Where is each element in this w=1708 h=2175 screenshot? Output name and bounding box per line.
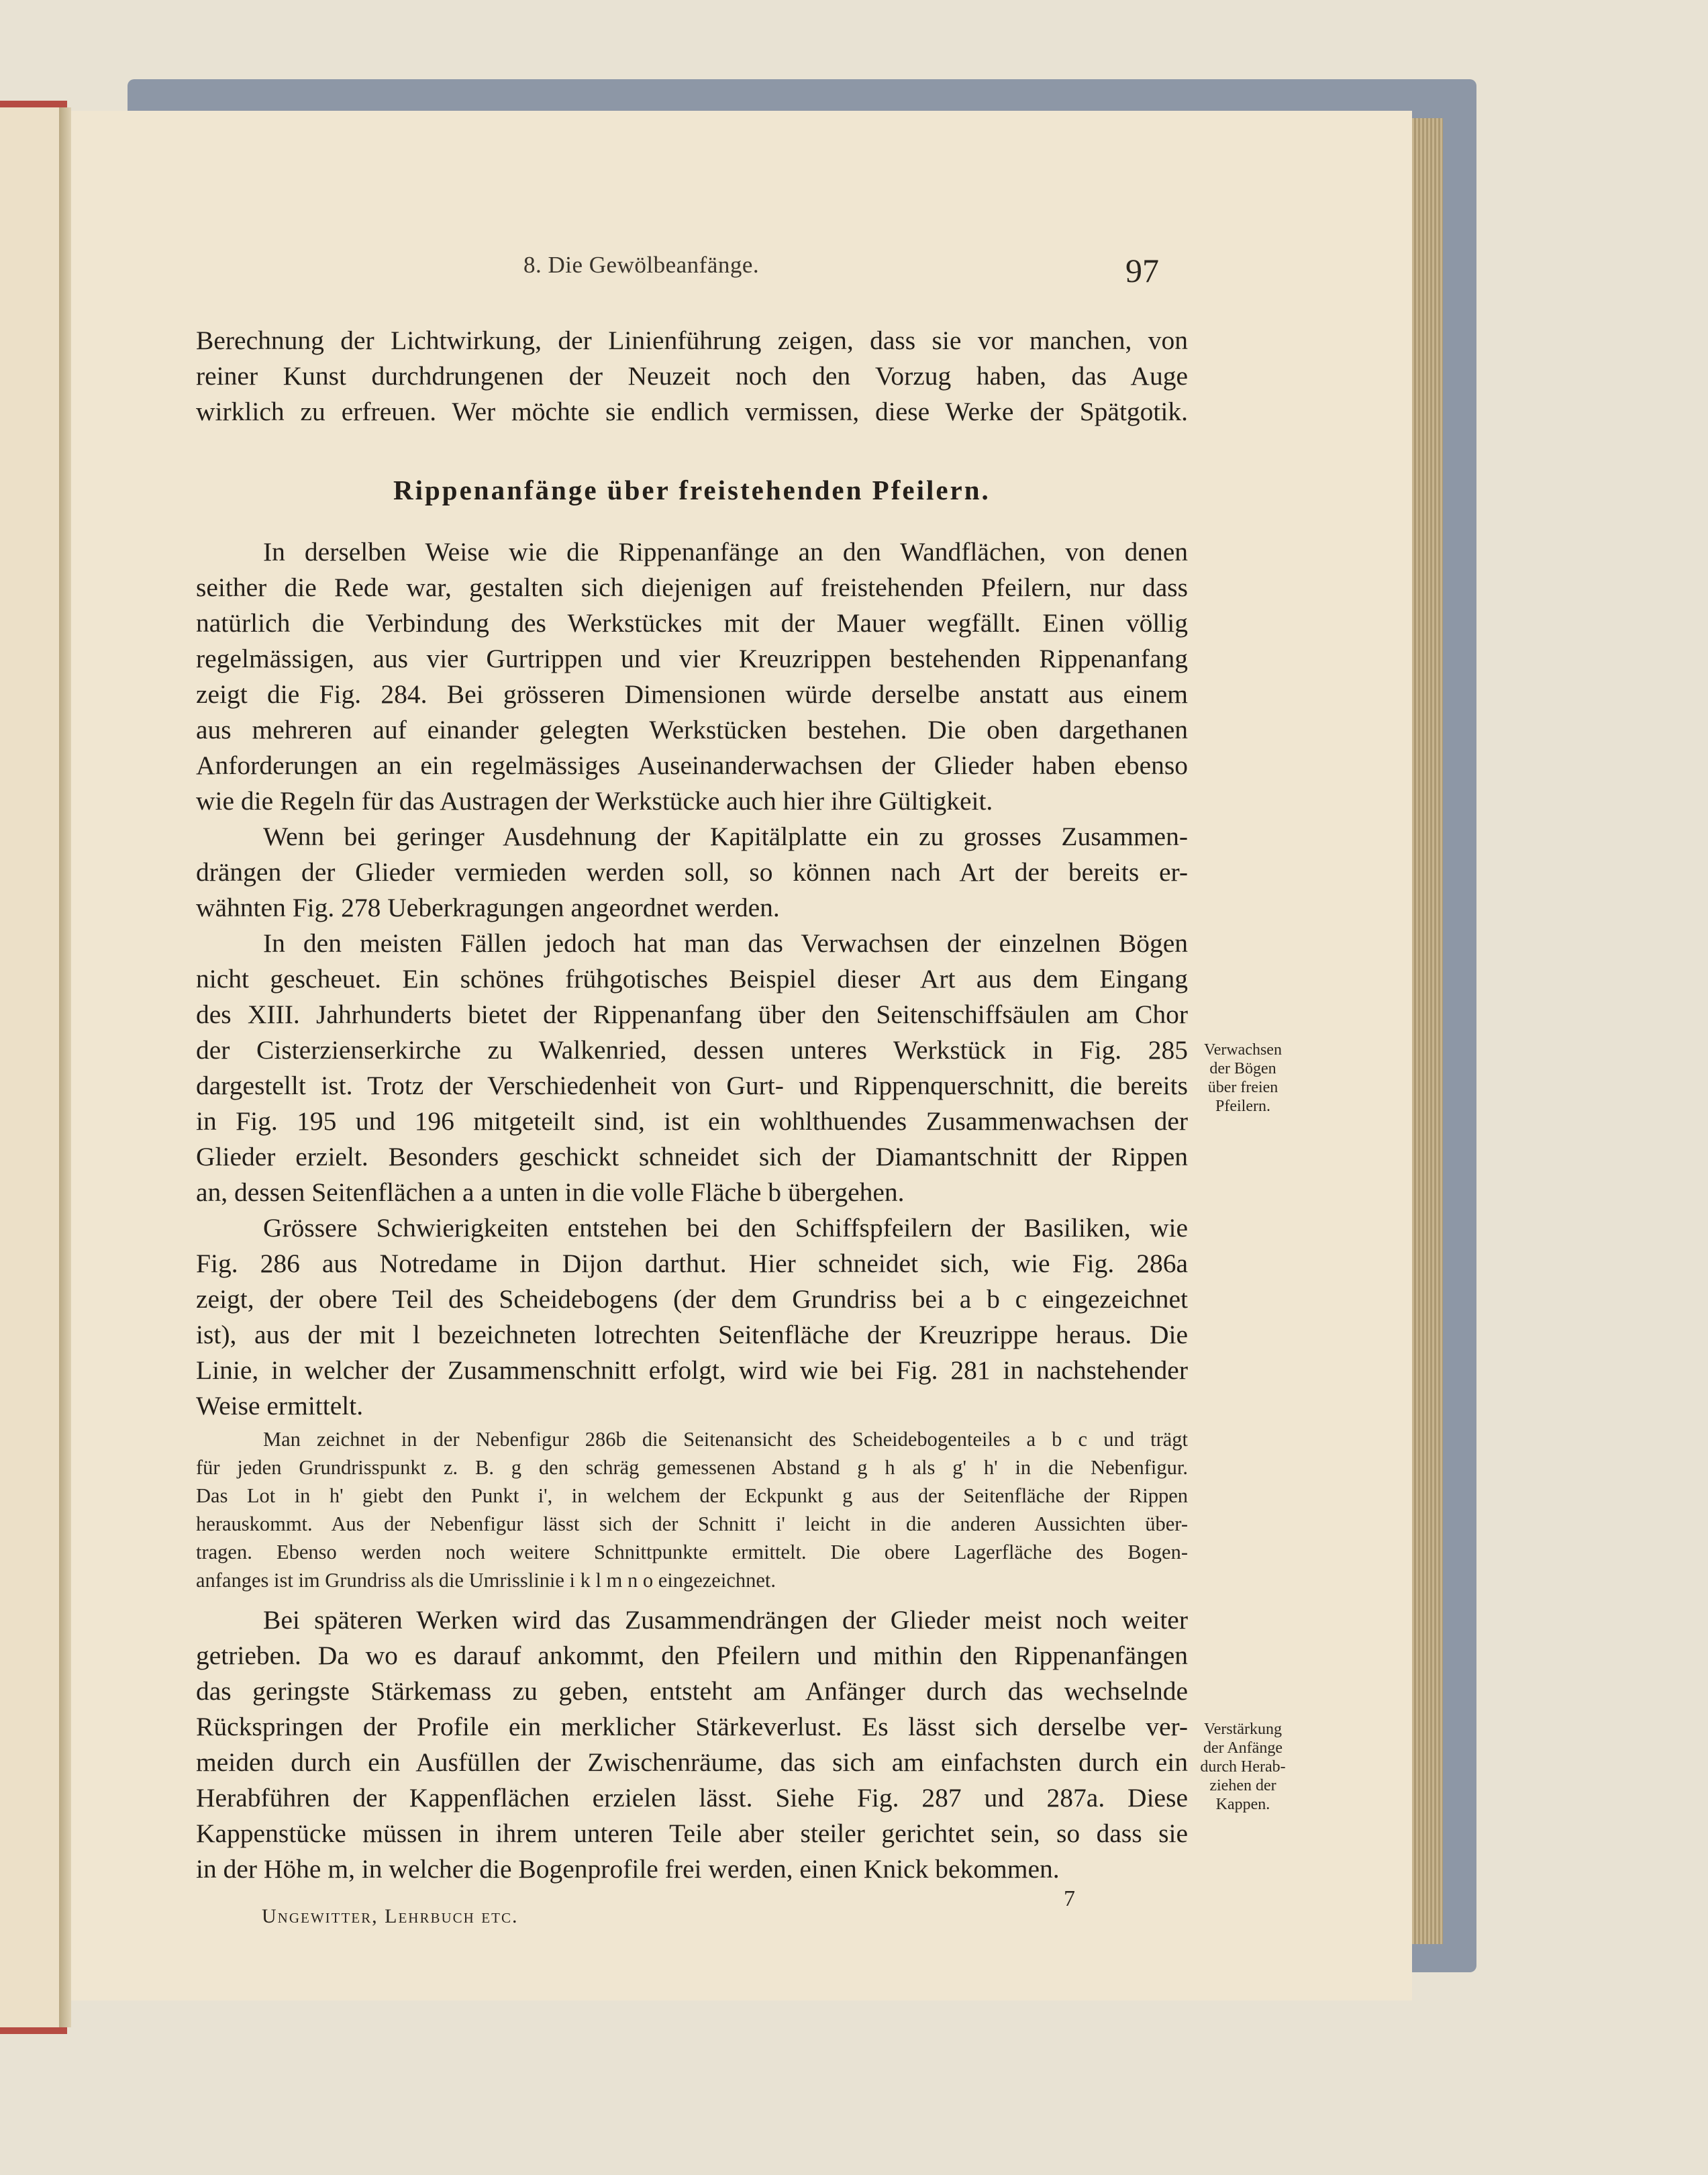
body-line: zeigt, der obere Teil des Scheidebogens (der dem Grundriss bei a b c eingezeichnet	[196, 1284, 1188, 1314]
margin-note-line: der Bögen	[1209, 1060, 1276, 1077]
body-line: zeigt die Fig. 284. Bei grösseren Dimensionen würde derselbe anstatt aus einem	[196, 679, 1188, 709]
body-line: wirklich zu erfreuen. Wer möchte sie endlich vermissen, diese Werke der Spätgotik.	[196, 397, 1188, 426]
small-print-line: für jeden Grundrisspunkt z. B. g den schräg gemessenen Abstand g h als g' h' in die Nebenfigur.	[196, 1456, 1188, 1479]
body-line: Glieder erzielt. Besonders geschickt schneidet sich der Diamantschnitt der Rippen	[196, 1142, 1188, 1171]
footer-imprint: Ungewitter, Lehrbuch etc.	[262, 1905, 519, 1927]
body-line: getrieben. Da wo es darauf ankommt, den Pfeilern und mithin den Rippenanfängen	[196, 1641, 1188, 1670]
body-line: Weise ermittelt.	[196, 1391, 364, 1420]
body-line: wähnten Fig. 278 Ueberkragungen angeordnet werden.	[196, 893, 780, 922]
body-line: dargestellt ist. Trotz der Verschiedenheit von Gurt- und Rippenquerschnitt, die bereits	[196, 1071, 1188, 1100]
margin-note-line: Verstärkung	[1204, 1721, 1282, 1738]
body-line: Rückspringen der Profile ein merklicher Stärkeverlust. Es lässt sich derselbe ver-	[196, 1712, 1188, 1741]
body-line: Berechnung der Lichtwirkung, der Linienführung zeigen, dass sie vor manchen, von	[196, 326, 1188, 355]
small-print-line: Das Lot in h' giebt den Punkt i', in welchem der Eckpunkt g aus der Seitenfläche der Rippen	[196, 1484, 1188, 1507]
body-line: nicht gescheuet. Ein schönes frühgotisches Beispiel dieser Art aus dem Eingang	[196, 964, 1188, 994]
body-line: ist), aus der mit l bezeichneten lotrechten Seitenfläche der Kreuzrippe heraus. Die	[196, 1320, 1188, 1349]
section-heading: Rippenanfänge über freistehenden Pfeilern.	[393, 475, 991, 505]
body-line: meiden durch ein Ausfüllen der Zwischenräume, das sich am einfachsten durch ein	[196, 1747, 1188, 1777]
body-line: in Fig. 195 und 196 mitgeteilt sind, ist ein wohlthuendes Zusammenwachsen der	[196, 1106, 1188, 1136]
body-line: an, dessen Seitenflächen a a unten in die volle Fläche b übergehen.	[196, 1177, 905, 1207]
margin-note-line: ziehen der	[1209, 1777, 1276, 1794]
margin-note-line: Pfeilern.	[1215, 1098, 1270, 1115]
body-line: in der Höhe m, in welcher die Bogenprofile frei werden, einen Knick bekommen.	[196, 1854, 1060, 1884]
margin-note	[1189, 1041, 1297, 1116]
body-line: Bei späteren Werken wird das Zusammendrängen der Glieder meist noch weiter	[263, 1605, 1188, 1635]
body-line: drängen der Glieder vermieden werden soll, so können nach Art der bereits er-	[196, 857, 1188, 887]
body-line: seither die Rede war, gestalten sich diejenigen auf freistehenden Pfeilern, nur dass	[196, 573, 1188, 602]
body-line: In derselben Weise wie die Rippenanfänge an den Wandflächen, von denen	[263, 537, 1188, 567]
margin-note-line: über freien	[1207, 1079, 1278, 1096]
body-line: natürlich die Verbindung des Werkstückes mit der Mauer wegfällt. Einen völlig	[196, 608, 1188, 638]
margin-note	[1189, 1720, 1297, 1814]
small-print-line: tragen. Ebenso werden noch weitere Schnittpunkte ermittelt. Die obere Lagerfläche des Bogen-	[196, 1541, 1188, 1563]
small-print-line: Man zeichnet in der Nebenfigur 286b die Seitenansicht des Scheidebogenteiles a b c und trägt	[263, 1428, 1188, 1451]
signature-mark: 7	[1064, 1886, 1075, 1911]
body-line: Kappenstücke müssen in ihrem unteren Teile aber steiler gerichtet sein, so dass sie	[196, 1819, 1188, 1848]
body-line: reiner Kunst durchdrungenen der Neuzeit noch den Vorzug haben, das Auge	[196, 361, 1188, 391]
margin-note-line: durch Herab-	[1200, 1758, 1286, 1776]
small-print-line: herauskommt. Aus der Nebenfigur lässt sich der Schnitt i' leicht in die anderen Aussichten über-	[196, 1512, 1188, 1535]
body-line: des XIII. Jahrhunderts bietet der Rippenanfang über den Seitenschiffsäulen am Chor	[196, 1000, 1188, 1029]
margin-note-line: Kappen.	[1215, 1796, 1270, 1813]
body-line: In den meisten Fällen jedoch hat man das Verwachsen der einzelnen Bögen	[263, 928, 1188, 958]
body-line: Grössere Schwierigkeiten entstehen bei den Schiffspfeilern der Basiliken, wie	[263, 1213, 1188, 1243]
page-number: 97	[1125, 252, 1159, 289]
body-line: regelmässigen, aus vier Gurtrippen und vier Kreuzrippen bestehenden Rippenanfang	[196, 644, 1188, 673]
running-head: 8. Die Gewölbeanfänge.	[523, 252, 760, 278]
margin-note-line: Verwachsen	[1204, 1041, 1282, 1059]
small-print-line: anfanges ist im Grundriss als die Umrisslinie i k l m n o eingezeichnet.	[196, 1569, 776, 1592]
page-gutter	[59, 107, 71, 2027]
body-line: Linie, in welcher der Zusammenschnitt erfolgt, wird wie bei Fig. 281 in nachstehender	[196, 1355, 1188, 1385]
body-line: Anforderungen an ein regelmässiges Auseinanderwachsen der Glieder haben ebenso	[196, 751, 1188, 780]
body-line: wie die Regeln für das Austragen der Werkstücke auch hier ihre Gültigkeit.	[196, 786, 993, 816]
body-line: der Cisterzienserkirche zu Walkenried, dessen unteres Werkstück in Fig. 285	[196, 1035, 1188, 1065]
left-page-edge	[0, 107, 63, 2027]
body-line: Herabführen der Kappenflächen erzielen lässt. Siehe Fig. 287 und 287a. Diese	[196, 1783, 1188, 1812]
body-line: Wenn bei geringer Ausdehnung der Kapitälplatte ein zu grosses Zusammen-	[263, 822, 1188, 851]
body-line: Fig. 286 aus Notredame in Dijon darthut. Hier schneidet sich, wie Fig. 286a	[196, 1249, 1188, 1278]
body-line: aus mehreren auf einander gelegten Werkstücken bestehen. Die oben dargethanen	[196, 715, 1188, 744]
body-line: das geringste Stärkemass zu geben, entsteht am Anfänger durch das wechselnde	[196, 1676, 1188, 1706]
margin-note-line: der Anfänge	[1203, 1739, 1283, 1757]
